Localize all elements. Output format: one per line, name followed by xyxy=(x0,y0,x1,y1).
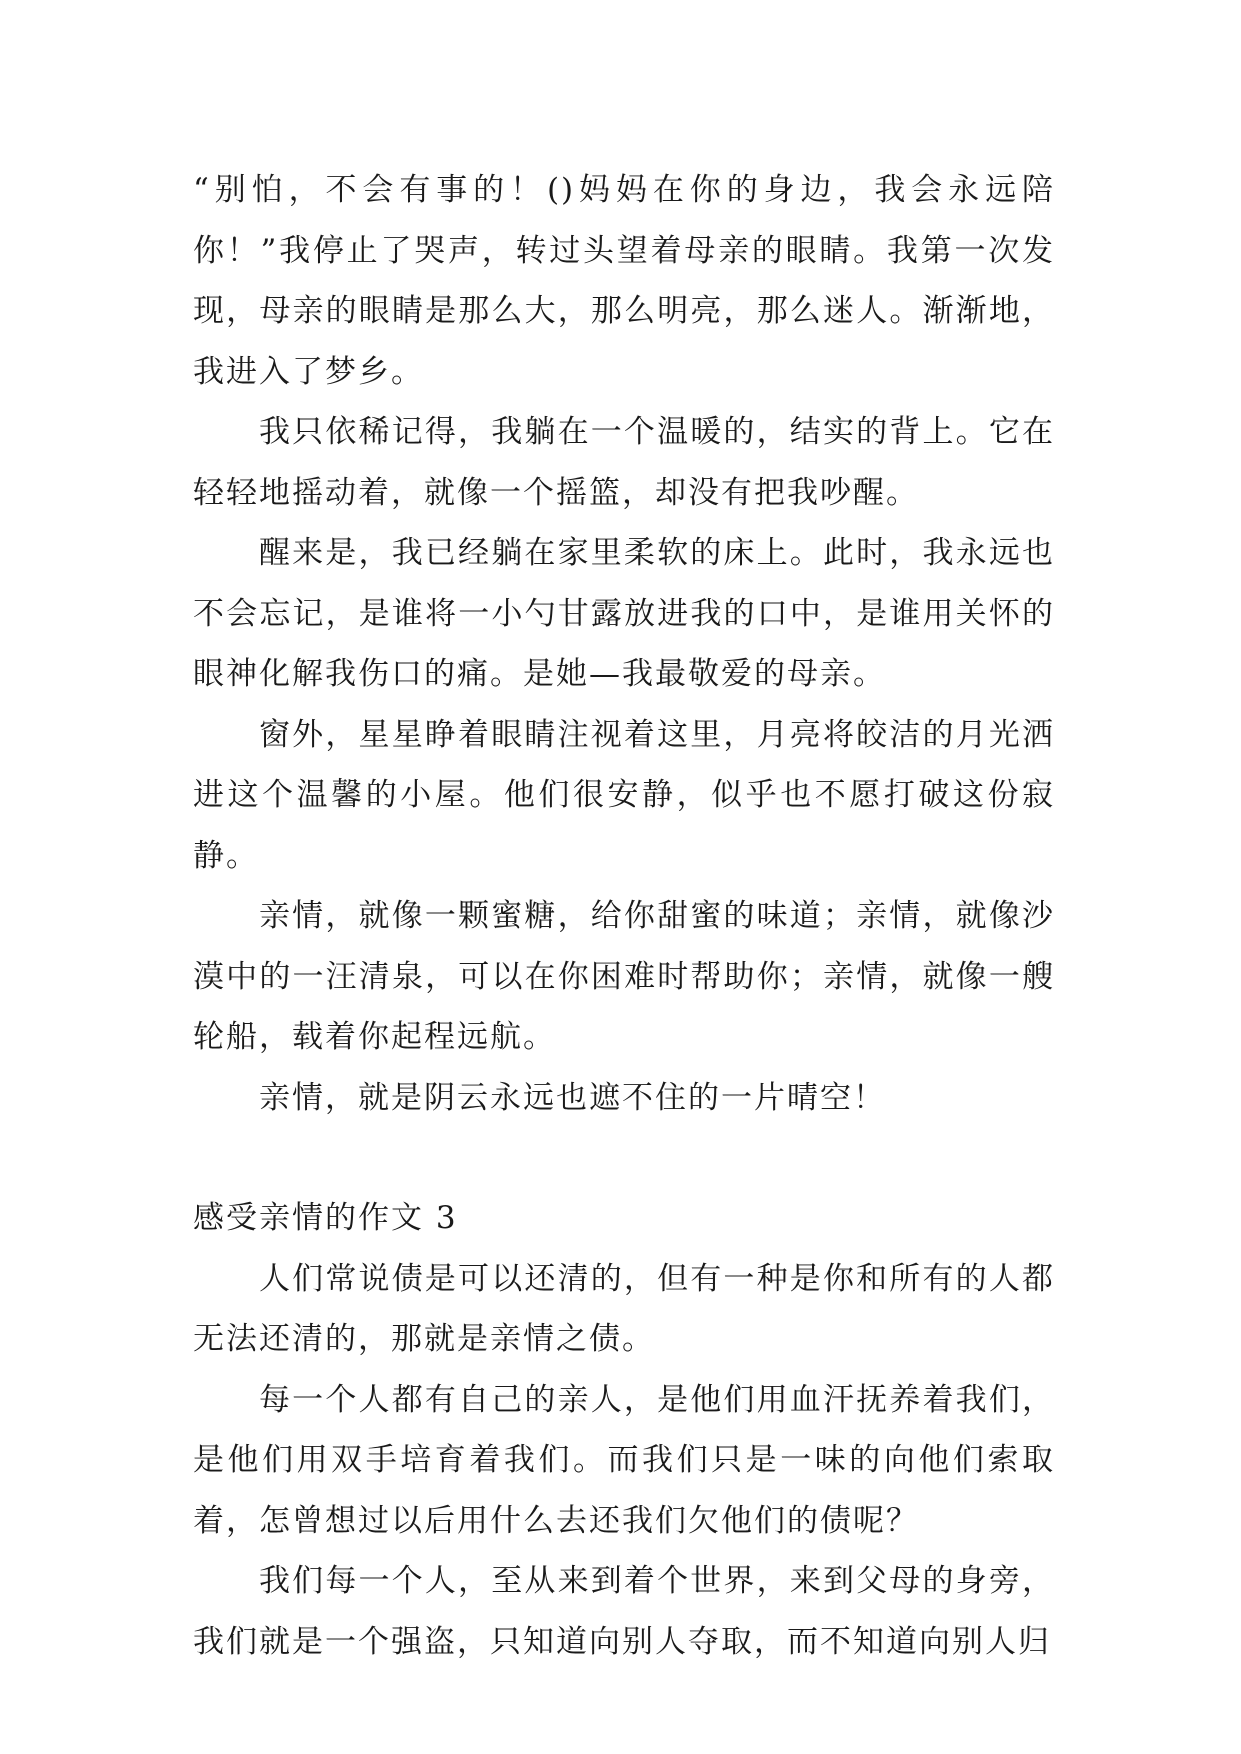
paragraph: 亲情，就像一颗蜜糖，给你甜蜜的味道；亲情，就像沙漠中的一汪清泉，可以在你困难时帮助你；亲情，就像一艘轮船，载着你起程远航。 xyxy=(193,898,1055,1055)
paragraph-continued: “别怕，不会有事的！()妈妈在你的身边，我会永远陪你！”我停止了哭声，转过头望着母亲的眼睛。我第一次发现，母亲的眼睛是那么大，那么明亮，那么迷人。渐渐地，我进入了梦乡。 xyxy=(193,172,1055,390)
paragraph: 我只依稀记得，我躺在一个温暖的，结实的背上。它在轻轻地摇动着，就像一个摇篮，却没有把我吵醒。 xyxy=(193,414,1055,511)
paragraph: 醒来是，我已经躺在家里柔软的床上。此时，我永远也不会忘记，是谁将一小勺甘露放进我的口中，是谁用关怀的眼神化解我伤口的痛。是她—我最敬爱的母亲。 xyxy=(193,535,1055,692)
paragraph: 我们每一个人，至从来到着个世界，来到父母的身旁，我们就是一个强盗，只知道向别人夺取，而不知道向别人归 xyxy=(193,1563,1055,1660)
section-title: 感受亲情的作文 3 xyxy=(193,1200,458,1236)
paragraph: 亲情，就是阴云永远也遮不住的一片晴空！ xyxy=(259,1079,886,1116)
document-body xyxy=(193,160,1055,1672)
paragraph: 窗外，星星睁着眼睛注视着这里，月亮将皎洁的月光洒进这个温馨的小屋。他们很安静，似乎也不愿打破这份寂静。 xyxy=(193,716,1055,874)
section-spacer xyxy=(193,1128,1055,1188)
paragraph: 每一个人都有自己的亲人，是他们用血汗抚养着我们，是他们用双手培育着我们。而我们只是一味的向他们索取着，怎曾想过以后用什么去还我们欠他们的债呢？ xyxy=(193,1381,1055,1539)
paragraph: 人们常说债是可以还清的，但有一种是你和所有的人都无法还清的，那就是亲情之债。 xyxy=(193,1260,1055,1357)
